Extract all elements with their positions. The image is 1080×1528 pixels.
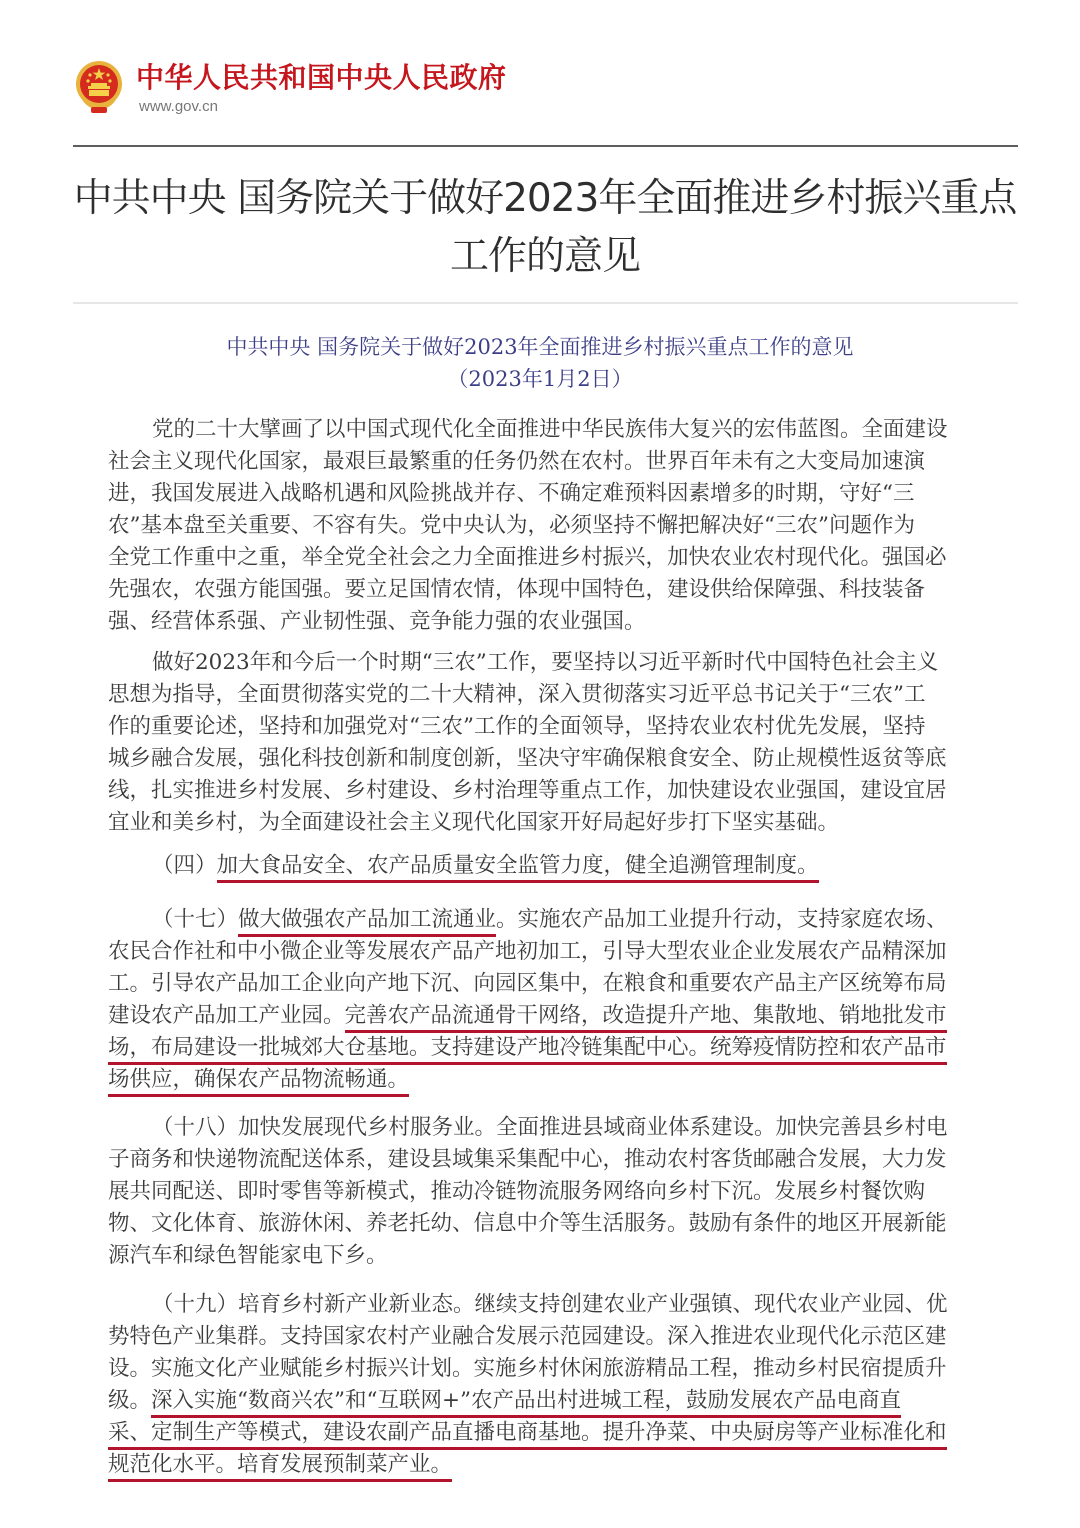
text-line: 先强农，农强方能国强。要立足国情农情，体现中国特色，建设供给保障强、科技装备 <box>108 577 926 602</box>
highlighted-text: 深入实施“数商兴农”和“互联网+”农产品出村进城工程，鼓励发展农产品电商直 <box>151 1388 901 1418</box>
highlighted-text: 规范化水平。培育发展预制菜产业。 <box>108 1452 452 1482</box>
plain-text: 。实施农产品加工业提升行动，支持家庭农场、 <box>496 907 948 932</box>
text-line <box>108 1032 988 1064</box>
page-title <box>60 170 1030 286</box>
text-line <box>108 1064 988 1096</box>
title-divider <box>73 302 1018 304</box>
text-line <box>152 904 1032 936</box>
text-line: 展共同配送、即时零售等新模式，推动冷链物流服务网络向乡村下沉。发展乡村餐饮购 <box>108 1179 926 1204</box>
text-line <box>108 1385 988 1417</box>
section-number: （四） <box>152 853 217 878</box>
highlighted-text: 加大食品安全、农产品质量安全监管力度，健全追溯管理制度。 <box>217 853 819 883</box>
highlighted-text: 完善农产品流通骨干网络，改造提升产地、集散地、销地批发市 <box>345 1003 947 1033</box>
page-title-line-1: 中共中央 国务院关于做好2023年全面推进乡村振兴重点 <box>73 176 1017 221</box>
text-line: 党的二十大擘画了以中国式现代化全面推进中华民族伟大复兴的宏伟蓝图。全面建设 <box>152 417 948 442</box>
site-url[interactable]: www.gov.cn <box>139 98 218 115</box>
document-subtitle: 中共中央 国务院关于做好2023年全面推进乡村振兴重点工作的意见 <box>226 335 854 359</box>
text-line: 农”基本盘至关重要、不容有失。党中央认为，必须坚持不懈把解决好“三农”问题作为 <box>108 513 915 538</box>
text-line: 社会主义现代化国家，最艰巨最繁重的任务仍然在农村。世界百年未有之大变局加速演 <box>108 449 926 474</box>
text-line: 宜业和美乡村，为全面建设社会主义现代化国家开好局起好步打下坚实基础。 <box>108 810 840 835</box>
text-line: 农民合作社和中小微企业等发展农产品产地初加工，引导大型农业企业发展农产品精深加 <box>108 939 947 964</box>
page-title-line-2: 工作的意见 <box>449 234 640 279</box>
text-line <box>152 850 1032 882</box>
site-name[interactable]: 中华人民共和国中央人民政府 <box>136 61 507 94</box>
highlighted-text: 做大做强农产品加工流通业 <box>238 907 496 937</box>
highlighted-text: 场，布局建设一批城郊大仓基地。支持建设产地冷链集配中心。统筹疫情防控和农产品市 <box>108 1035 947 1065</box>
text-line <box>108 1449 988 1481</box>
text-line: 线，扎实推进乡村发展、乡村建设、乡村治理等重点工作，加快建设农业强国，建设宜居 <box>108 778 947 803</box>
header-divider <box>73 145 1018 147</box>
text-line: 设。实施文化产业赋能乡村振兴计划。实施乡村休闲旅游精品工程，推动乡村民宿提质升 <box>108 1356 947 1381</box>
text-line: 思想为指导，全面贯彻落实党的二十大精神，深入贯彻落实习近平总书记关于“三农”工 <box>108 682 926 707</box>
text-line <box>108 1000 988 1032</box>
text-line: 全党工作重中之重，举全党全社会之力全面推进乡村振兴，加快农业农村现代化。强国必 <box>108 545 947 570</box>
national-emblem-icon <box>73 60 125 116</box>
document-date: （2023年1月2日） <box>447 367 633 391</box>
text-line: 城乡融合发展，强化科技创新和制度创新，坚决守牢确保粮食安全、防止规模性返贫等底 <box>108 746 947 771</box>
text-line: 子商务和快递物流配送体系，建设县域集采集配中心，推动农村客货邮融合发展，大力发 <box>108 1147 947 1172</box>
highlighted-text: 场供应，确保农产品物流畅通。 <box>108 1067 409 1097</box>
text-line: 势特色产业集群。支持国家农村产业融合发展示范园建设。深入推进农业现代化示范区建 <box>108 1324 947 1349</box>
highlighted-text: 采、定制生产等模式，建设农副产品直播电商基地。提升净菜、中央厨房等产业标准化和 <box>108 1420 947 1450</box>
site-header <box>73 58 533 122</box>
text-line <box>108 1417 988 1449</box>
text-line: （十八）加快发展现代乡村服务业。全面推进县域商业体系建设。加快完善县乡村电 <box>152 1115 948 1140</box>
text-line: 做好2023年和今后一个时期“三农”工作，要坚持以习近平新时代中国特色社会主义 <box>152 650 939 675</box>
plain-text: 级。 <box>108 1388 152 1413</box>
text-line: 源汽车和绿色智能家电下乡。 <box>108 1243 388 1268</box>
text-line: （十九）培育乡村新产业新业态。继续支持创建农业产业强镇、现代农业产业园、优 <box>152 1292 948 1317</box>
text-line: 作的重要论述，坚持和加强党对“三农”工作的全面领导，坚持农业农村优先发展，坚持 <box>108 714 926 739</box>
text-line: 强、经营体系强、产业韧性强、竞争能力强的农业强国。 <box>108 609 646 634</box>
text-line: 物、文化体育、旅游休闲、养老托幼、信息中介等生活服务。鼓励有条件的地区开展新能 <box>108 1211 947 1236</box>
text-line: 进，我国发展进入战略机遇和风险挑战并存、不确定难预料因素增多的时期，守好“三 <box>108 481 915 506</box>
section-number: （十七） <box>152 907 239 932</box>
plain-text: 建设农产品加工产业园。 <box>108 1003 345 1028</box>
text-line: 工。引导农产品加工企业向产地下沉、向园区集中，在粮食和重要农产品主产区统筹布局 <box>108 971 947 996</box>
